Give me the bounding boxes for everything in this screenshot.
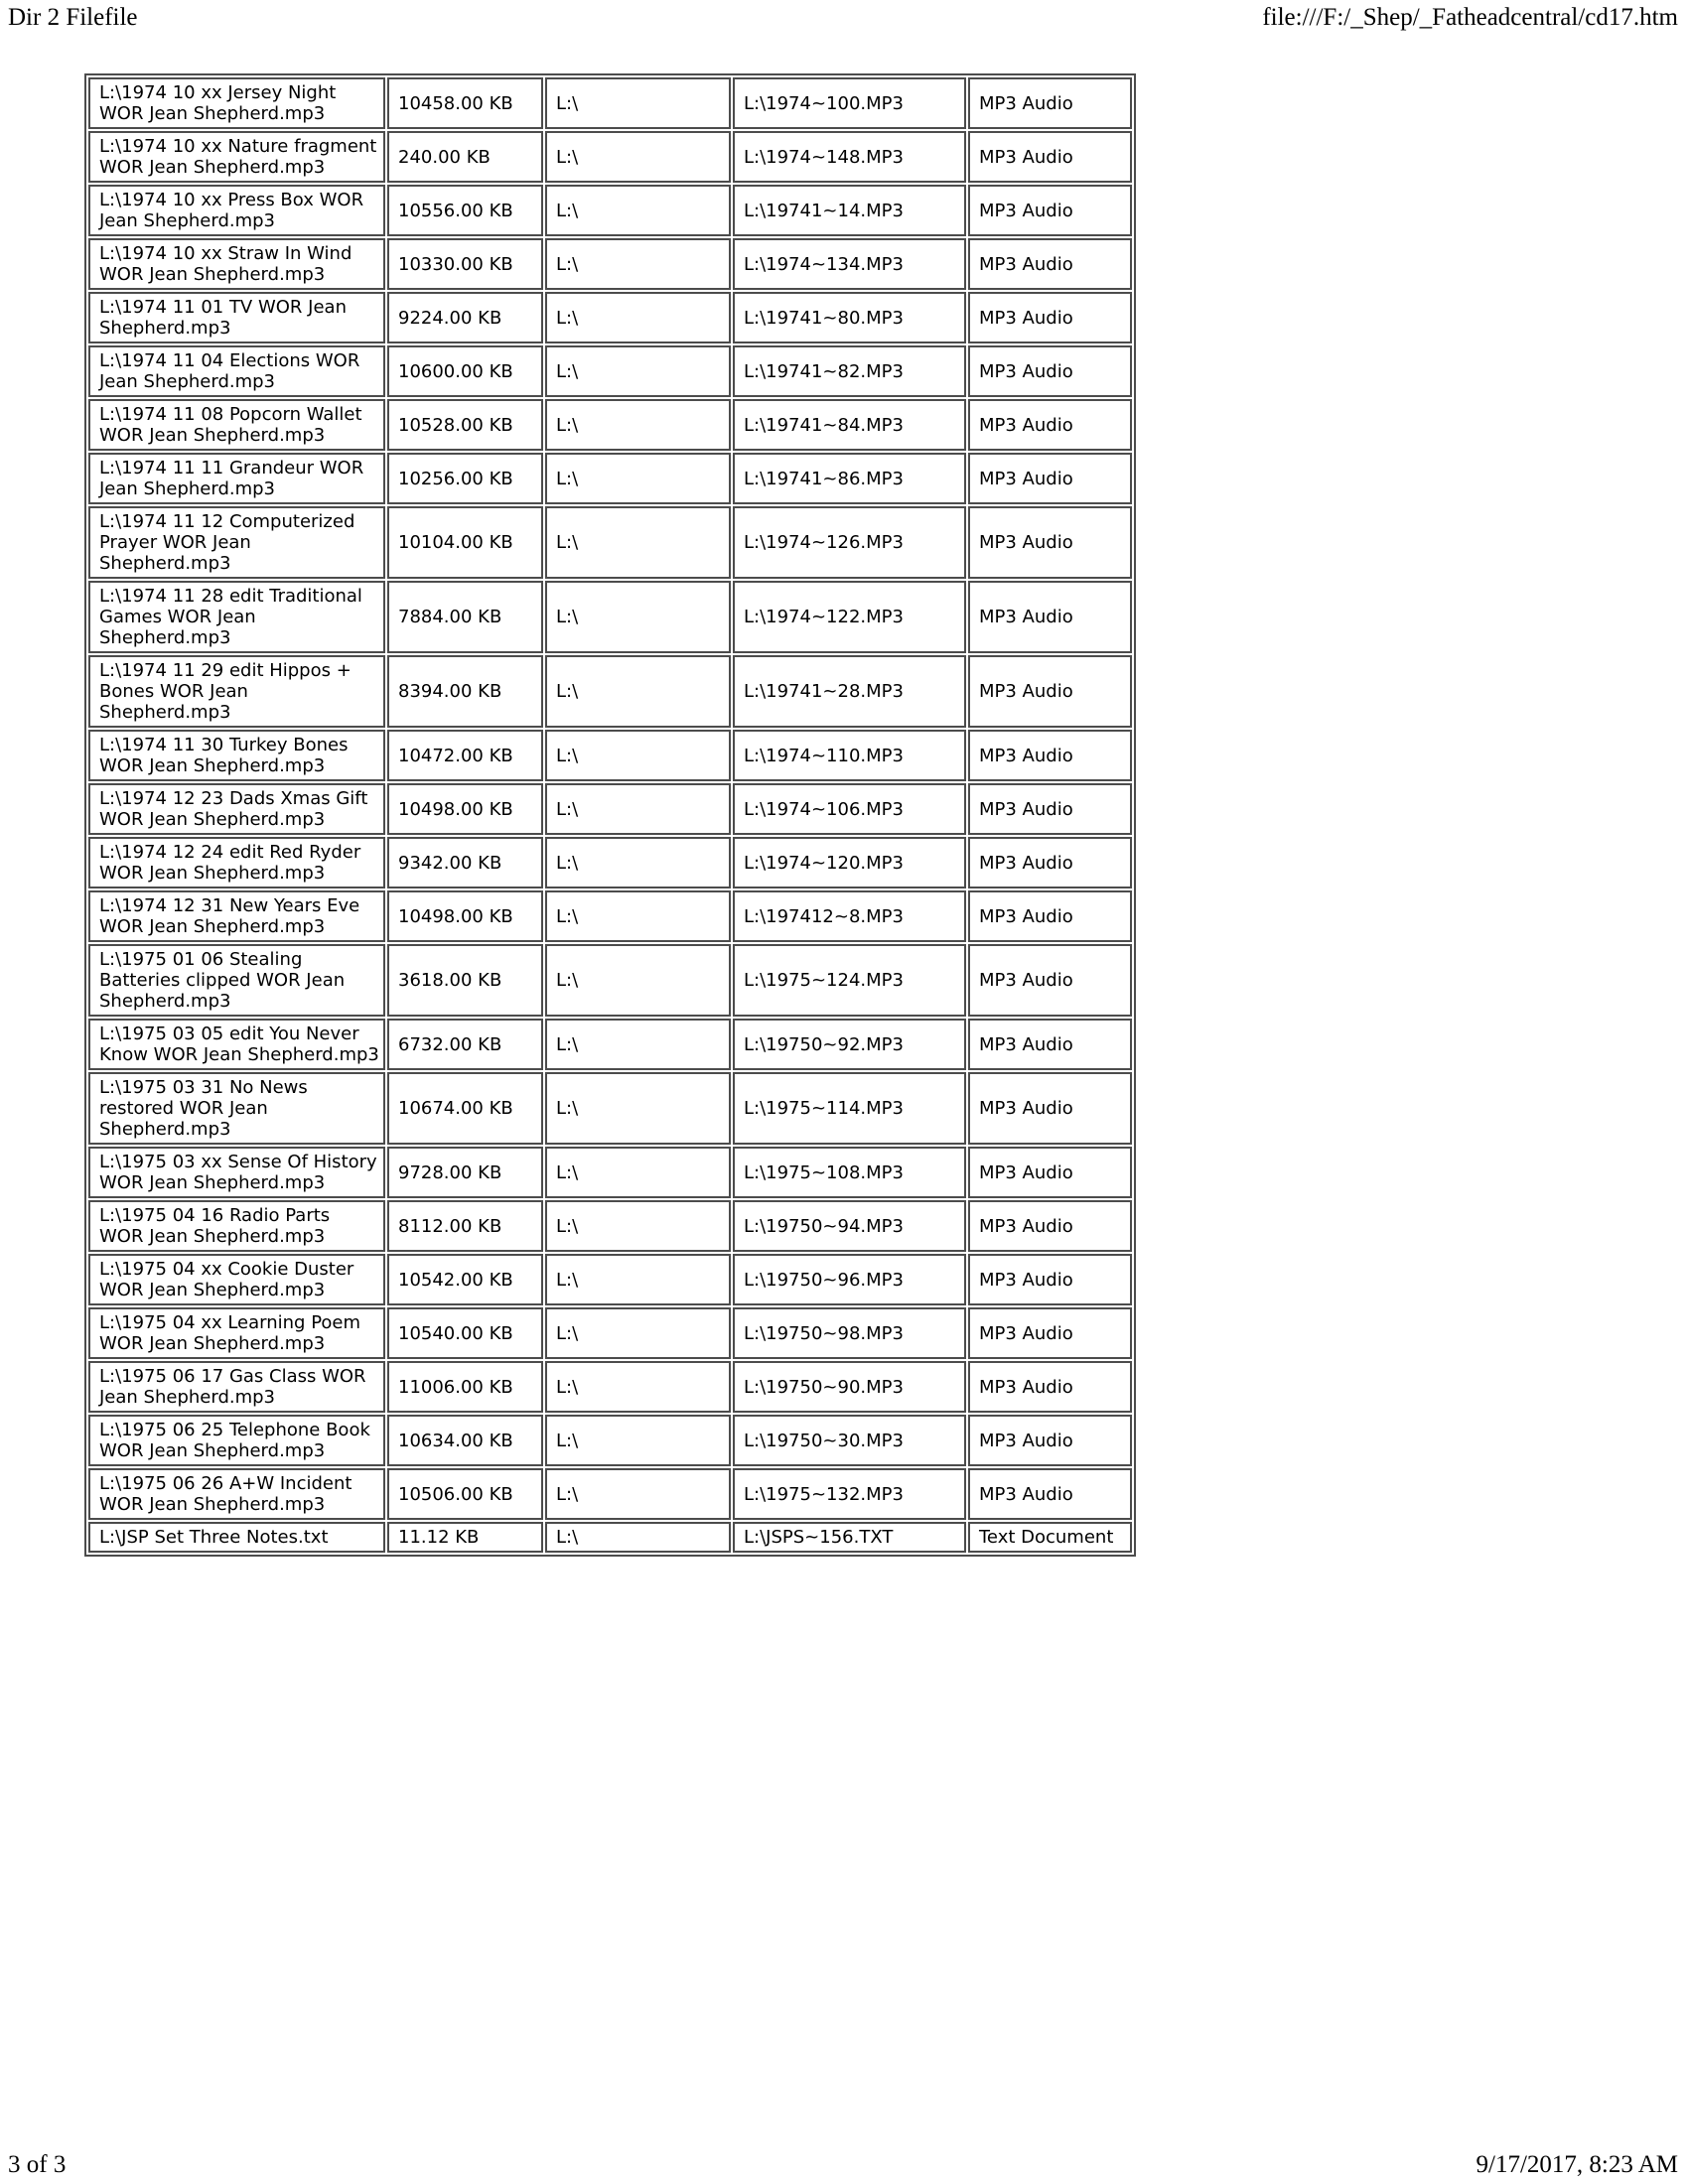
cell-short_name: L:\19750~94.MP3 [733,1200,966,1252]
cell-location: L:\ [545,131,731,183]
table-row [88,581,1132,653]
cell-location: L:\ [545,399,731,451]
table-row [88,655,1132,728]
cell-size: 9728.00 KB [387,1147,543,1198]
cell-filename: L:\1974 12 31 New Years Eve WOR Jean Shepherd.mp3 [88,890,385,942]
cell-type: MP3 Audio [968,837,1132,888]
table-row [88,783,1132,835]
cell-filename: L:\1975 01 06 Stealing Batteries clipped WOR Jean Shepherd.mp3 [88,944,385,1017]
file-table-body [88,77,1132,1553]
cell-filename: L:\1974 11 30 Turkey Bones WOR Jean Shepherd.mp3 [88,730,385,781]
cell-size: 10498.00 KB [387,783,543,835]
cell-type: MP3 Audio [968,1072,1132,1145]
cell-filename: L:\JSP Set Three Notes.txt [88,1522,385,1553]
cell-short_name: L:\1974~100.MP3 [733,77,966,129]
cell-type: MP3 Audio [968,730,1132,781]
cell-size: 10542.00 KB [387,1254,543,1305]
cell-type: MP3 Audio [968,655,1132,728]
cell-size: 10634.00 KB [387,1415,543,1466]
cell-short_name: L:\19750~90.MP3 [733,1361,966,1413]
table-row [88,1200,1132,1252]
cell-size: 10472.00 KB [387,730,543,781]
cell-type: MP3 Audio [968,1254,1132,1305]
cell-location: L:\ [545,238,731,290]
cell-short_name: L:\1974~126.MP3 [733,506,966,579]
cell-size: 10556.00 KB [387,185,543,236]
table-row [88,292,1132,343]
table-row [88,837,1132,888]
cell-short_name: L:\19741~82.MP3 [733,345,966,397]
cell-short_name: L:\JSPS~156.TXT [733,1522,966,1553]
cell-size: 10506.00 KB [387,1468,543,1520]
cell-size: 7884.00 KB [387,581,543,653]
cell-type: MP3 Audio [968,238,1132,290]
cell-size: 10540.00 KB [387,1307,543,1359]
table-row [88,944,1132,1017]
cell-size: 8112.00 KB [387,1200,543,1252]
print-header [8,4,1678,32]
cell-short_name: L:\19750~96.MP3 [733,1254,966,1305]
cell-type: MP3 Audio [968,1361,1132,1413]
cell-size: 10600.00 KB [387,345,543,397]
cell-location: L:\ [545,1072,731,1145]
cell-filename: L:\1974 10 xx Straw In Wind WOR Jean Shepherd.mp3 [88,238,385,290]
cell-location: L:\ [545,655,731,728]
cell-filename: L:\1975 03 31 No News restored WOR Jean Shepherd.mp3 [88,1072,385,1145]
cell-short_name: L:\1975~132.MP3 [733,1468,966,1520]
cell-short_name: L:\1974~148.MP3 [733,131,966,183]
cell-size: 3618.00 KB [387,944,543,1017]
cell-location: L:\ [545,944,731,1017]
cell-location: L:\ [545,292,731,343]
cell-type: MP3 Audio [968,399,1132,451]
cell-size: 6732.00 KB [387,1019,543,1070]
cell-filename: L:\1974 11 04 Elections WOR Jean Shepherd.mp3 [88,345,385,397]
table-row [88,453,1132,504]
cell-short_name: L:\19741~14.MP3 [733,185,966,236]
cell-type: MP3 Audio [968,1147,1132,1198]
cell-type: MP3 Audio [968,77,1132,129]
table-row [88,345,1132,397]
cell-size: 10674.00 KB [387,1072,543,1145]
cell-filename: L:\1974 11 11 Grandeur WOR Jean Shepherd.mp3 [88,453,385,504]
cell-location: L:\ [545,890,731,942]
table-row [88,890,1132,942]
cell-size: 9342.00 KB [387,837,543,888]
table-row [88,506,1132,579]
cell-filename: L:\1975 06 25 Telephone Book WOR Jean Shepherd.mp3 [88,1415,385,1466]
cell-short_name: L:\19741~28.MP3 [733,655,966,728]
cell-filename: L:\1974 11 01 TV WOR Jean Shepherd.mp3 [88,292,385,343]
cell-location: L:\ [545,1468,731,1520]
cell-size: 8394.00 KB [387,655,543,728]
cell-type: MP3 Audio [968,292,1132,343]
cell-short_name: L:\19750~98.MP3 [733,1307,966,1359]
cell-type: MP3 Audio [968,1307,1132,1359]
cell-location: L:\ [545,453,731,504]
cell-type: MP3 Audio [968,131,1132,183]
cell-location: L:\ [545,1361,731,1413]
cell-filename: L:\1974 11 12 Computerized Prayer WOR Jean Shepherd.mp3 [88,506,385,579]
source-url: file:///F:/_Shep/_Fatheadcentral/cd17.htm [1262,4,1678,31]
cell-size: 11.12 KB [387,1522,543,1553]
cell-location: L:\ [545,581,731,653]
cell-short_name: L:\197412~8.MP3 [733,890,966,942]
cell-short_name: L:\1975~114.MP3 [733,1072,966,1145]
table-row [88,399,1132,451]
cell-type: MP3 Audio [968,581,1132,653]
cell-type: MP3 Audio [968,1415,1132,1466]
print-footer [8,2151,1678,2179]
cell-filename: L:\1974 11 08 Popcorn Wallet WOR Jean Shepherd.mp3 [88,399,385,451]
cell-short_name: L:\19741~80.MP3 [733,292,966,343]
cell-size: 10528.00 KB [387,399,543,451]
cell-filename: L:\1974 12 23 Dads Xmas Gift WOR Jean Shepherd.mp3 [88,783,385,835]
print-timestamp: 9/17/2017, 8:23 AM [1476,2150,1678,2178]
cell-type: MP3 Audio [968,345,1132,397]
cell-size: 9224.00 KB [387,292,543,343]
cell-type: Text Document [968,1522,1132,1553]
table-row [88,1307,1132,1359]
cell-location: L:\ [545,345,731,397]
cell-short_name: L:\1975~108.MP3 [733,1147,966,1198]
document-title: Dir 2 Filefile [8,4,138,31]
cell-type: MP3 Audio [968,506,1132,579]
cell-location: L:\ [545,77,731,129]
table-row [88,1468,1132,1520]
cell-size: 10104.00 KB [387,506,543,579]
table-row [88,730,1132,781]
cell-short_name: L:\19750~30.MP3 [733,1415,966,1466]
cell-type: MP3 Audio [968,1200,1132,1252]
table-row [88,1019,1132,1070]
cell-filename: L:\1975 06 17 Gas Class WOR Jean Shepherd.mp3 [88,1361,385,1413]
cell-type: MP3 Audio [968,1019,1132,1070]
table-row [88,131,1132,183]
cell-location: L:\ [545,1522,731,1553]
cell-location: L:\ [545,1307,731,1359]
cell-short_name: L:\19750~92.MP3 [733,1019,966,1070]
cell-short_name: L:\1974~110.MP3 [733,730,966,781]
table-row [88,1147,1132,1198]
cell-location: L:\ [545,1415,731,1466]
cell-filename: L:\1975 04 xx Learning Poem WOR Jean Shepherd.mp3 [88,1307,385,1359]
cell-location: L:\ [545,1019,731,1070]
cell-location: L:\ [545,1254,731,1305]
cell-filename: L:\1974 10 xx Press Box WOR Jean Shepherd.mp3 [88,185,385,236]
table-row [88,1522,1132,1553]
cell-filename: L:\1975 03 xx Sense Of History WOR Jean Shepherd.mp3 [88,1147,385,1198]
cell-short_name: L:\1974~134.MP3 [733,238,966,290]
table-row [88,185,1132,236]
file-table [84,73,1136,1557]
table-row [88,238,1132,290]
cell-type: MP3 Audio [968,944,1132,1017]
cell-size: 10256.00 KB [387,453,543,504]
cell-size: 10458.00 KB [387,77,543,129]
cell-type: MP3 Audio [968,890,1132,942]
table-row [88,1415,1132,1466]
cell-short_name: L:\1974~122.MP3 [733,581,966,653]
table-row [88,1254,1132,1305]
cell-location: L:\ [545,837,731,888]
page-number: 3 of 3 [8,2150,67,2178]
cell-short_name: L:\1974~106.MP3 [733,783,966,835]
cell-type: MP3 Audio [968,1468,1132,1520]
cell-filename: L:\1974 11 28 edit Traditional Games WOR Jean Shepherd.mp3 [88,581,385,653]
table-row [88,1072,1132,1145]
cell-filename: L:\1975 04 16 Radio Parts WOR Jean Shepherd.mp3 [88,1200,385,1252]
cell-size: 10498.00 KB [387,890,543,942]
cell-type: MP3 Audio [968,185,1132,236]
cell-filename: L:\1974 10 xx Jersey Night WOR Jean Shepherd.mp3 [88,77,385,129]
cell-type: MP3 Audio [968,783,1132,835]
table-row [88,1361,1132,1413]
cell-filename: L:\1975 06 26 A+W Incident WOR Jean Shepherd.mp3 [88,1468,385,1520]
cell-short_name: L:\19741~84.MP3 [733,399,966,451]
cell-location: L:\ [545,730,731,781]
cell-type: MP3 Audio [968,453,1132,504]
cell-location: L:\ [545,1147,731,1198]
cell-short_name: L:\1974~120.MP3 [733,837,966,888]
cell-location: L:\ [545,783,731,835]
cell-filename: L:\1974 10 xx Nature fragment WOR Jean Shepherd.mp3 [88,131,385,183]
table-row [88,77,1132,129]
cell-location: L:\ [545,506,731,579]
cell-filename: L:\1975 03 05 edit You Never Know WOR Jean Shepherd.mp3 [88,1019,385,1070]
cell-size: 11006.00 KB [387,1361,543,1413]
cell-filename: L:\1975 04 xx Cookie Duster WOR Jean Shepherd.mp3 [88,1254,385,1305]
cell-size: 10330.00 KB [387,238,543,290]
cell-location: L:\ [545,1200,731,1252]
cell-filename: L:\1974 12 24 edit Red Ryder WOR Jean Shepherd.mp3 [88,837,385,888]
cell-size: 240.00 KB [387,131,543,183]
cell-filename: L:\1974 11 29 edit Hippos + Bones WOR Jean Shepherd.mp3 [88,655,385,728]
cell-location: L:\ [545,185,731,236]
cell-short_name: L:\1975~124.MP3 [733,944,966,1017]
cell-short_name: L:\19741~86.MP3 [733,453,966,504]
